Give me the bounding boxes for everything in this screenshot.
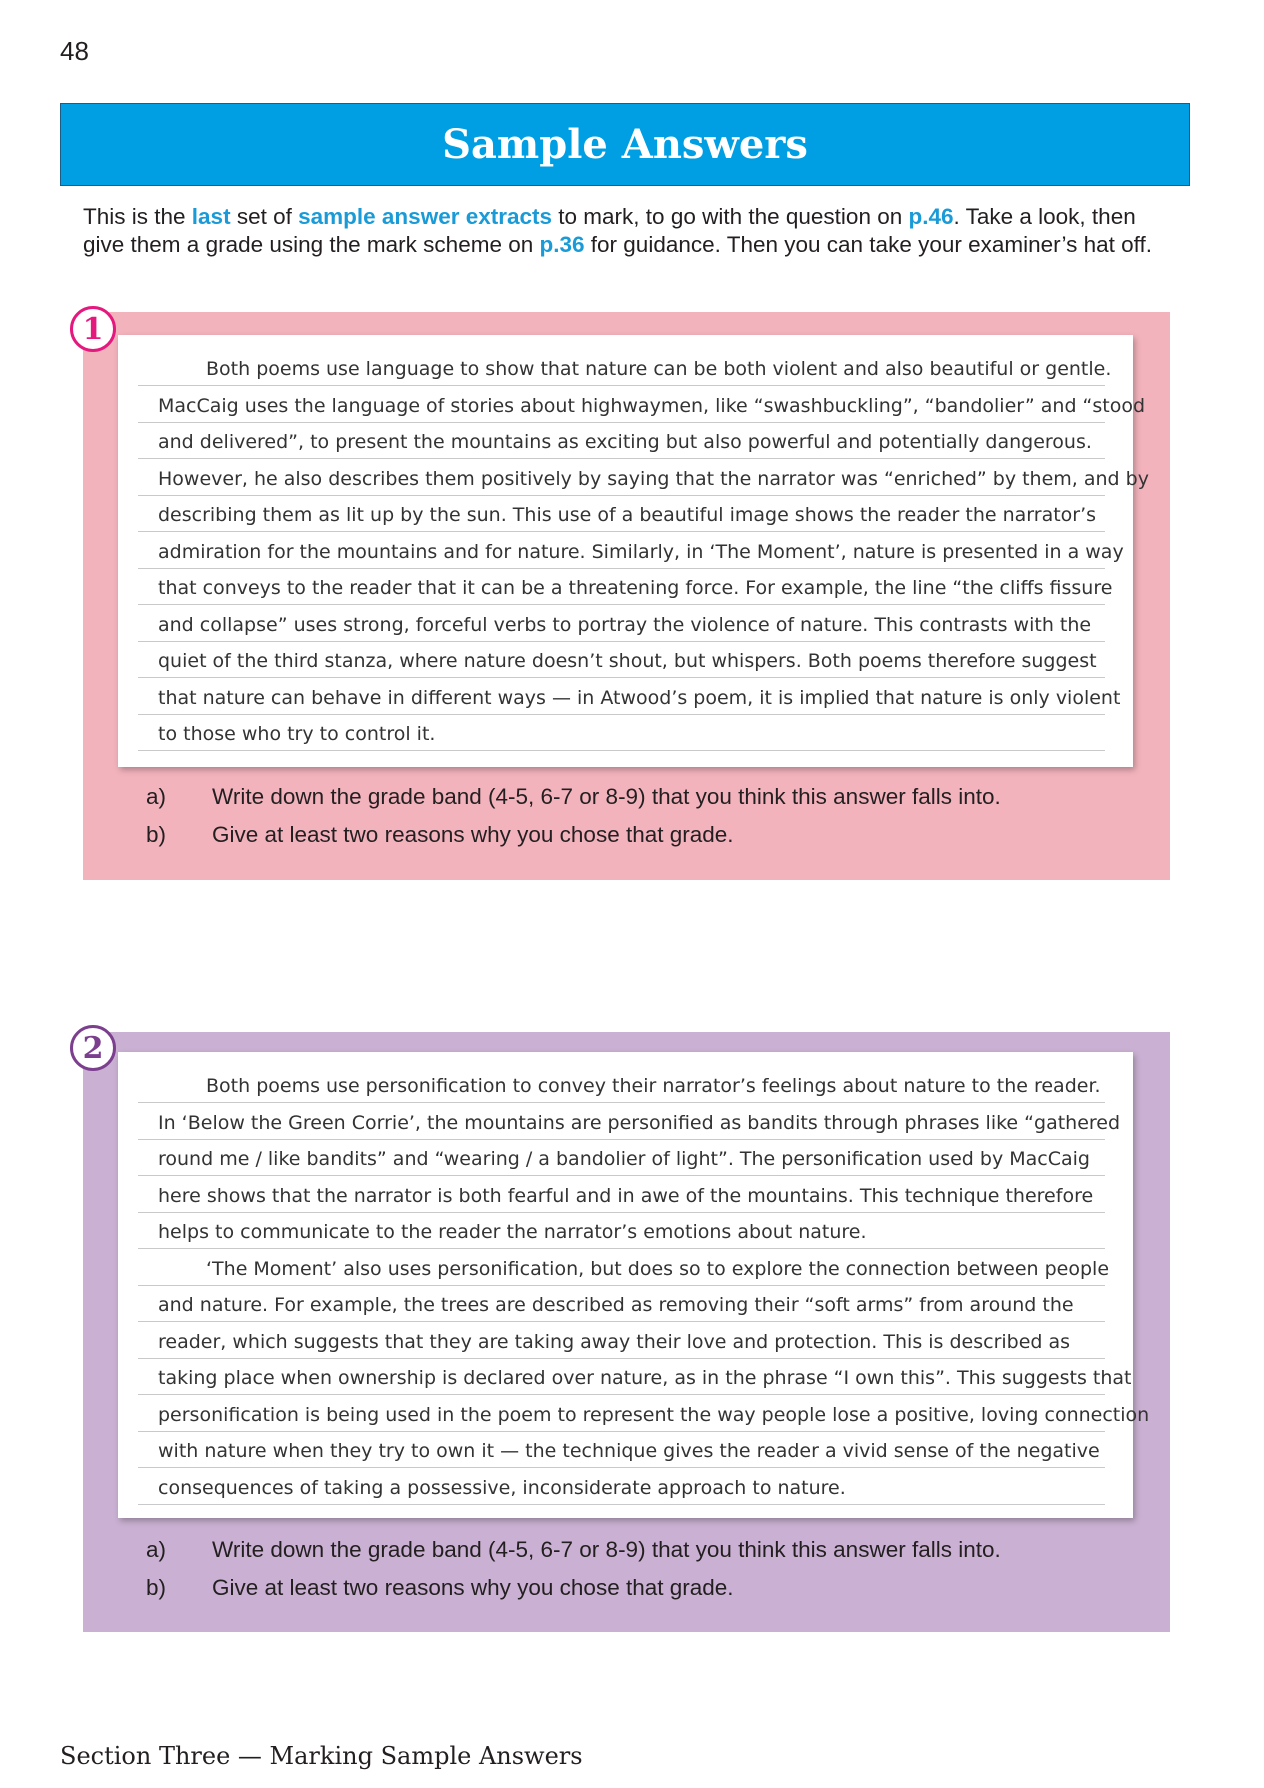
ruled-line [138,385,1105,386]
answer-1-number-badge: 1 [70,306,116,352]
answer-text-line: taking place when ownership is declared over nature, as in the phrase “I own this”. This suggests that [158,1367,1132,1389]
question-label: a) [146,1537,167,1562]
ruled-line [138,1212,1105,1213]
answer-text-line: MacCaig uses the language of stories about highwaymen, like “swashbuckling”, “bandolier” and “stood [158,394,1146,417]
intro-segment: for guidance. Then you can take your examiner’s hat off. [584,232,1152,257]
ruled-line [138,1394,1105,1395]
question-label: b) [146,822,167,847]
question-label: b) [146,1575,167,1600]
ruled-line [138,714,1105,715]
answer-text-line: with nature when they try to own it — the technique gives the reader a vivid sense of the negative [158,1440,1100,1462]
answer-text-line: round me / like bandits” and “wearing / a bandolier of light”. The personification used by MacCaig [158,1148,1090,1170]
answer-text-line: to those who try to control it. [158,723,436,745]
intro-highlight: p.36 [539,232,585,257]
answer-2-paper [118,1052,1150,1518]
answer-1-paper [118,335,1149,767]
intro-line-2 [83,231,1193,259]
ruled-line [138,1139,1105,1140]
ruled-line [138,677,1105,678]
answer-text-line: that conveys to the reader that it can be a threatening force. For example, the line “the cliffs fissure [158,577,1113,599]
answer-text-line: personification is being used in the poem to represent the way people lose a positive, loving connection [158,1403,1150,1426]
answer-text-line: helps to communicate to the reader the narrator’s emotions about nature. [158,1221,867,1243]
answer-text-line: Both poems use personification to convey their narrator’s feelings about nature to the reader. [206,1075,1101,1097]
ruled-line [138,1102,1105,1103]
footer-section-title: Section Three — Marking Sample Answers [60,1742,583,1770]
ruled-line [138,750,1105,751]
ruled-line [138,495,1105,496]
intro-line-1 [83,203,1193,231]
ruled-line [138,1175,1105,1176]
ruled-line [138,568,1105,569]
answer-text-line: and collapse” uses strong, forceful verbs to portray the violence of nature. This contrasts with the [158,613,1092,636]
ruled-line [138,1504,1105,1505]
question-text: Write down the grade band (4-5, 6-7 or 8-9) that you think this answer falls into. [212,784,1001,809]
answer-text-line: describing them as lit up by the sun. This use of a beautiful image shows the reader the narrator’s [158,504,1097,526]
intro-highlight: p.46 [908,204,954,229]
question-text: Give at least two reasons why you chose that grade. [212,1575,734,1600]
intro-segment: set of [230,204,299,229]
intro-highlight: last [191,204,231,229]
ruled-line [138,1321,1105,1322]
answer-text-line: that nature can behave in different ways — in Atwood’s poem, it is implied that nature is only violent [158,686,1121,709]
answer-text-line: quiet of the third stanza, where nature doesn’t shout, but whispers. Both poems therefore suggest [158,650,1097,672]
answer-text-line: reader, which suggests that they are taking away their love and protection. This is described as [158,1330,1071,1353]
ruled-line [138,1431,1105,1432]
intro-segment: This is the [83,204,192,229]
answer-text-line: and nature. For example, the trees are described as removing their “soft arms” from around the [158,1294,1074,1316]
answer-text-line: ‘The Moment’ also uses personification, but does so to explore the connection between people [206,1257,1110,1280]
intro-segment: give them a grade using the mark scheme on [83,232,540,257]
answer-text-line: Both poems use language to show that nature can be both violent and also beautiful or gentle. [206,358,1112,380]
ruled-line [138,1248,1105,1249]
ruled-line [138,641,1105,642]
intro-highlight: sample answer extracts [298,204,553,229]
question-label: a) [146,784,167,809]
answer-text-line: consequences of taking a possessive, inconsiderate approach to nature. [158,1476,846,1499]
intro-segment: . Take a look, then [953,204,1136,229]
ruled-line [138,531,1105,532]
question-text: Write down the grade band (4-5, 6-7 or 8-9) that you think this answer falls into. [212,1537,1001,1562]
answer-text-line: In ‘Below the Green Corrie’, the mountains are personified as bandits through phrases like “gathered [158,1111,1121,1134]
answer-text-line: here shows that the narrator is both fearful and in awe of the mountains. This technique therefore [158,1184,1094,1207]
answer-2-number-badge: 2 [70,1025,116,1071]
page-number: 48 [60,36,89,66]
ruled-line [138,1467,1105,1468]
ruled-line [138,422,1105,423]
question-text: Give at least two reasons why you chose that grade. [212,822,734,847]
ruled-line [138,1358,1105,1359]
ruled-line [138,1285,1105,1286]
intro-segment: to mark, to go with the question on [552,204,909,229]
answer-text-line: and delivered”, to present the mountains as exciting but also powerful and potentially dangerous. [158,431,1092,453]
answer-text-line: However, he also describes them positively by saying that the narrator was “enriched” by them, and by [158,467,1149,490]
answer-text-line: admiration for the mountains and for nature. Similarly, in ‘The Moment’, nature is presented in a way [158,540,1124,563]
intro-text [83,203,1193,259]
title-banner [60,103,1190,186]
page-title: Sample Answers [442,121,808,168]
ruled-line [138,604,1105,605]
ruled-line [138,458,1105,459]
